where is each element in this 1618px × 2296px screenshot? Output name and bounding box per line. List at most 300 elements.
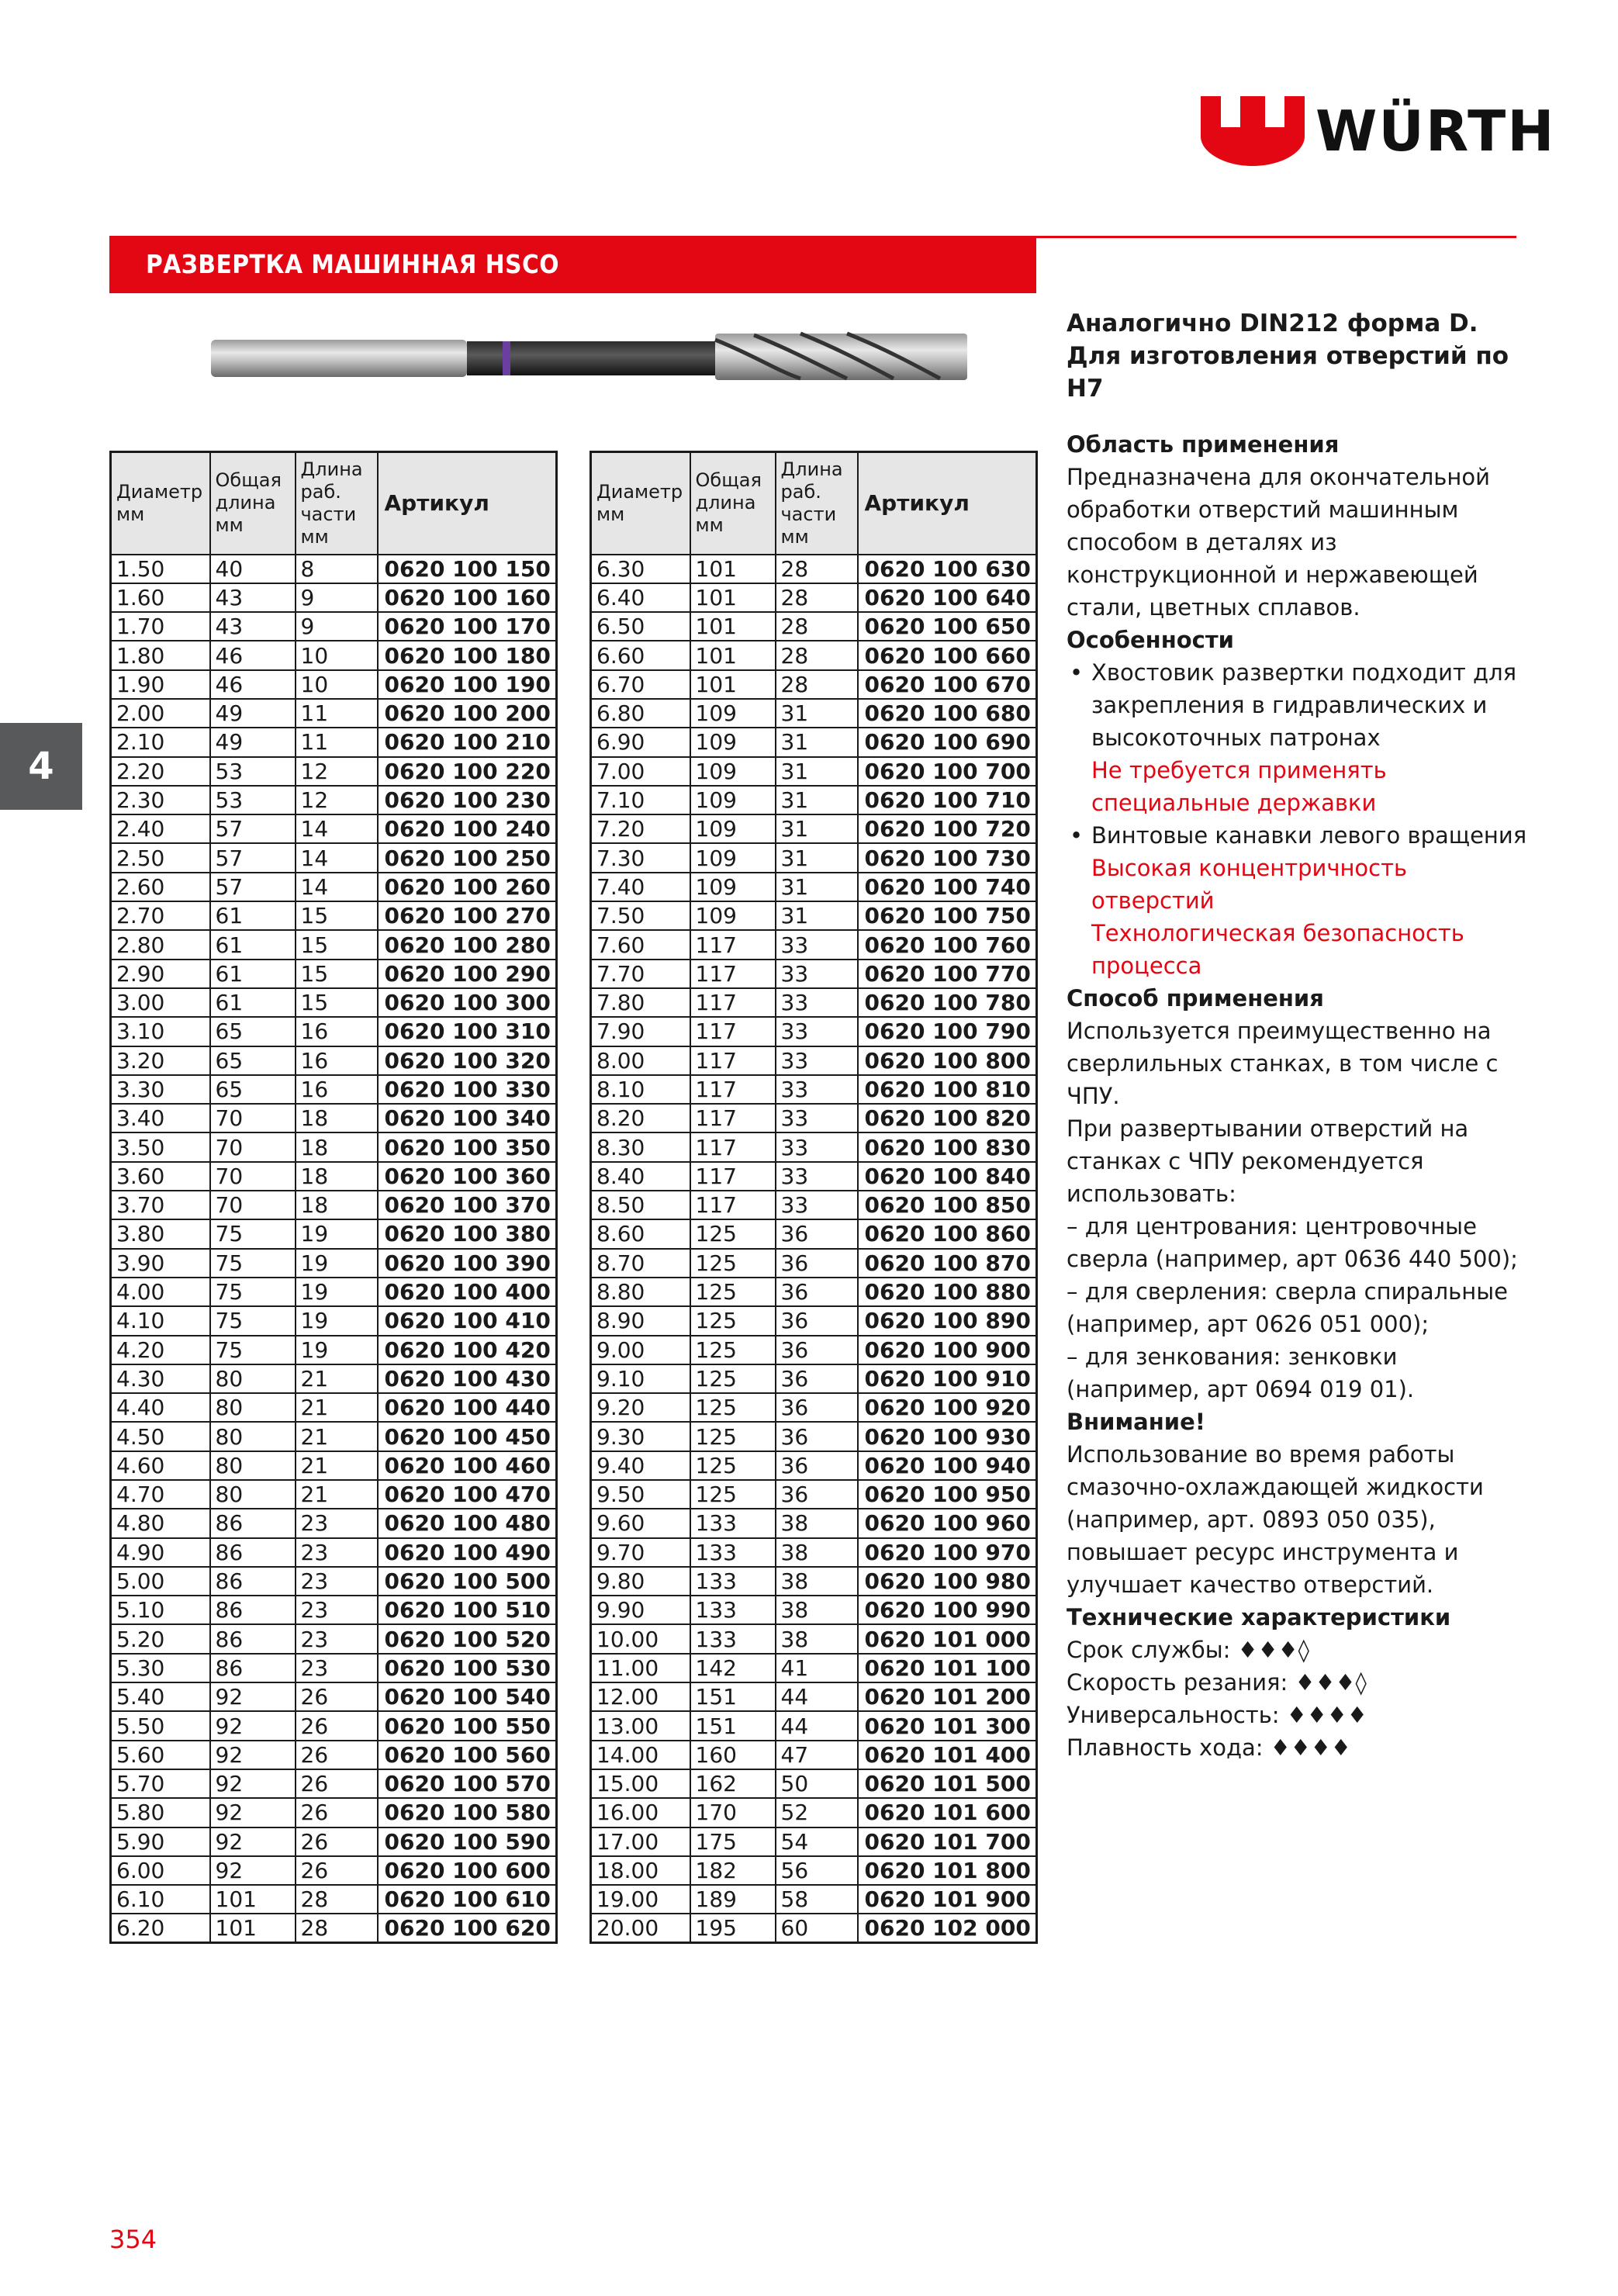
table-row [591,1509,1037,1537]
cell-work-length: 58 [776,1885,858,1914]
table-row [591,555,1037,583]
table-row [591,930,1037,959]
intro-text: Аналогично DIN212 форма D. Для изготовления отверстий по H7 [1067,309,1509,403]
cell-diameter: 2.90 [111,960,210,988]
table-row [111,1596,557,1624]
cell-article: 0620 100 230 [378,786,557,814]
table-row [111,1509,557,1537]
table-header-row [111,452,557,555]
cell-diameter: 8.50 [591,1191,690,1219]
cell-diameter: 1.80 [111,641,210,669]
cell-total-length: 117 [690,930,776,959]
cell-work-length: 54 [776,1827,858,1856]
table-row [111,1336,557,1364]
cell-article: 0620 100 660 [858,641,1037,669]
cell-article: 0620 101 300 [858,1711,1037,1740]
features-heading: Особенности [1067,627,1234,653]
table-row [111,1278,557,1306]
cell-diameter: 2.00 [111,699,210,728]
cell-work-length: 19 [296,1306,378,1335]
table-row [591,1567,1037,1596]
cell-total-length: 125 [690,1306,776,1335]
cell-article: 0620 100 560 [378,1741,557,1769]
cell-diameter: 6.90 [591,728,690,756]
cell-work-length: 21 [296,1451,378,1480]
cell-total-length: 80 [210,1480,296,1509]
table-row [111,1654,557,1682]
cell-work-length: 38 [776,1509,858,1537]
cell-work-length: 10 [296,641,378,669]
cell-work-length: 26 [296,1856,378,1885]
cell-diameter: 9.40 [591,1451,690,1480]
cell-total-length: 101 [210,1885,296,1914]
tech-heading: Технические характеристики [1067,1604,1451,1630]
table-row [111,1162,557,1191]
cell-diameter: 3.40 [111,1104,210,1132]
cell-diameter: 7.20 [591,814,690,843]
cell-total-length: 160 [690,1741,776,1769]
table-row [111,786,557,814]
cell-work-length: 23 [296,1538,378,1567]
cell-total-length: 61 [210,988,296,1017]
cell-diameter: 4.00 [111,1278,210,1306]
cell-article: 0620 100 610 [378,1885,557,1914]
header-diameter: Диаметр мм [111,452,210,555]
cell-total-length: 125 [690,1278,776,1306]
cell-diameter: 8.10 [591,1075,690,1104]
feature-highlight: Технологическая безопасность процесса [1091,920,1464,979]
cell-total-length: 46 [210,670,296,699]
cell-work-length: 21 [296,1364,378,1393]
cell-work-length: 33 [776,1104,858,1132]
cell-total-length: 61 [210,960,296,988]
cell-diameter: 1.70 [111,612,210,641]
cell-article: 0620 102 000 [858,1914,1037,1942]
table-row [591,1132,1037,1161]
cell-total-length: 70 [210,1132,296,1161]
cell-total-length: 49 [210,699,296,728]
cell-diameter: 7.10 [591,786,690,814]
cell-article: 0620 100 970 [858,1538,1037,1567]
table-row [591,612,1037,641]
cell-work-length: 36 [776,1336,858,1364]
table-row [111,612,557,641]
cell-article: 0620 100 990 [858,1596,1037,1624]
cell-total-length: 142 [690,1654,776,1682]
cell-total-length: 125 [690,1393,776,1422]
cell-diameter: 2.80 [111,930,210,959]
cell-diameter: 3.90 [111,1249,210,1278]
cell-diameter: 8.30 [591,1132,690,1161]
cell-article: 0620 100 950 [858,1480,1037,1509]
cell-article: 0620 100 190 [378,670,557,699]
cell-work-length: 26 [296,1741,378,1769]
table-body-left [111,555,557,1943]
cell-diameter: 6.80 [591,699,690,728]
cell-diameter: 4.10 [111,1306,210,1335]
cell-total-length: 70 [210,1104,296,1132]
wurth-logo [1201,96,1555,166]
cell-article: 0620 100 790 [858,1017,1037,1046]
table-row [111,1567,557,1596]
cell-article: 0620 100 880 [858,1278,1037,1306]
cell-work-length: 14 [296,843,378,872]
header-article: Артикул [858,452,1037,555]
cell-diameter: 6.30 [591,555,690,583]
cell-diameter: 7.40 [591,873,690,901]
cell-article: 0620 100 200 [378,699,557,728]
table-row [591,1711,1037,1740]
description-column [1067,307,1532,1764]
cell-total-length: 46 [210,641,296,669]
cell-work-length: 33 [776,1046,858,1075]
cell-article: 0620 100 920 [858,1393,1037,1422]
cell-work-length: 23 [296,1596,378,1624]
table-row [591,1104,1037,1132]
cell-total-length: 125 [690,1219,776,1248]
cell-diameter: 5.80 [111,1798,210,1827]
table-row [591,1769,1037,1798]
table-row [111,873,557,901]
cell-diameter: 8.00 [591,1046,690,1075]
cell-work-length: 18 [296,1162,378,1191]
cell-work-length: 38 [776,1596,858,1624]
cell-diameter: 2.60 [111,873,210,901]
cell-diameter: 4.20 [111,1336,210,1364]
cell-article: 0620 100 350 [378,1132,557,1161]
cell-article: 0620 100 490 [378,1538,557,1567]
cell-work-length: 38 [776,1624,858,1653]
cell-total-length: 65 [210,1046,296,1075]
cell-work-length: 26 [296,1827,378,1856]
cell-work-length: 36 [776,1278,858,1306]
cell-work-length: 16 [296,1017,378,1046]
cell-article: 0620 100 600 [378,1856,557,1885]
cell-work-length: 26 [296,1798,378,1827]
cell-work-length: 31 [776,814,858,843]
cell-total-length: 109 [690,901,776,930]
cell-article: 0620 100 440 [378,1393,557,1422]
cell-work-length: 26 [296,1769,378,1798]
cell-total-length: 61 [210,901,296,930]
cell-article: 0620 100 410 [378,1306,557,1335]
cell-work-length: 18 [296,1104,378,1132]
cell-article: 0620 100 210 [378,728,557,756]
table-row [111,1132,557,1161]
cell-work-length: 18 [296,1191,378,1219]
table-row [111,1393,557,1422]
cell-work-length: 23 [296,1509,378,1537]
cell-total-length: 92 [210,1856,296,1885]
cell-work-length: 31 [776,786,858,814]
area-text: Предназначена для окончательной обработки отверстий машинным способом в деталях из конструкционной и нержавеющей стали, цветных сплавов. [1067,464,1490,621]
cell-diameter: 6.70 [591,670,690,699]
table-row [591,901,1037,930]
cell-diameter: 4.40 [111,1393,210,1422]
cell-total-length: 70 [210,1191,296,1219]
cell-total-length: 109 [690,873,776,901]
cell-work-length: 56 [776,1856,858,1885]
cell-work-length: 11 [296,728,378,756]
cell-work-length: 11 [296,699,378,728]
cell-total-length: 43 [210,612,296,641]
cell-work-length: 28 [776,612,858,641]
table-row [591,1336,1037,1364]
cell-diameter: 1.50 [111,555,210,583]
cell-diameter: 2.20 [111,757,210,786]
cell-total-length: 195 [690,1914,776,1942]
cell-work-length: 15 [296,930,378,959]
cell-total-length: 92 [210,1682,296,1711]
cell-work-length: 28 [776,555,858,583]
cell-diameter: 10.00 [591,1624,690,1653]
table-body-right [591,555,1037,1943]
cell-work-length: 36 [776,1451,858,1480]
cell-total-length: 92 [210,1711,296,1740]
cell-total-length: 117 [690,1132,776,1161]
cell-work-length: 19 [296,1336,378,1364]
cell-total-length: 92 [210,1769,296,1798]
cell-total-length: 86 [210,1509,296,1537]
cell-work-length: 36 [776,1393,858,1422]
cell-work-length: 52 [776,1798,858,1827]
table-row [111,1538,557,1567]
cell-total-length: 65 [210,1075,296,1104]
cell-article: 0620 100 620 [378,1914,557,1942]
table-row [591,1798,1037,1827]
cell-work-length: 33 [776,1017,858,1046]
cell-diameter: 5.30 [111,1654,210,1682]
table-row [591,1219,1037,1248]
table-row [591,1538,1037,1567]
cell-article: 0620 100 670 [858,670,1037,699]
cell-work-length: 14 [296,873,378,901]
cell-total-length: 133 [690,1509,776,1537]
chapter-tab[interactable]: 4 [0,723,82,810]
table-row [591,670,1037,699]
cell-work-length: 28 [776,670,858,699]
table-row [111,1682,557,1711]
cell-diameter: 7.90 [591,1017,690,1046]
cell-diameter: 4.30 [111,1364,210,1393]
cell-article: 0620 100 250 [378,843,557,872]
cell-article: 0620 100 330 [378,1075,557,1104]
cell-total-length: 170 [690,1798,776,1827]
cell-work-length: 9 [296,612,378,641]
cell-total-length: 80 [210,1393,296,1422]
cell-diameter: 1.60 [111,583,210,612]
cell-diameter: 13.00 [591,1711,690,1740]
cell-total-length: 133 [690,1596,776,1624]
cell-total-length: 86 [210,1596,296,1624]
cell-work-length: 33 [776,930,858,959]
cell-work-length: 36 [776,1422,858,1451]
cell-total-length: 109 [690,728,776,756]
cell-diameter: 7.60 [591,930,690,959]
table-row [111,555,557,583]
cell-diameter: 9.50 [591,1480,690,1509]
table-row [591,699,1037,728]
cell-article: 0620 100 380 [378,1219,557,1248]
cell-diameter: 5.20 [111,1624,210,1653]
cell-article: 0620 100 590 [378,1827,557,1856]
cell-work-length: 10 [296,670,378,699]
cell-diameter: 8.80 [591,1278,690,1306]
table-row [591,1393,1037,1422]
table-row [111,728,557,756]
cell-work-length: 8 [296,555,378,583]
cell-total-length: 125 [690,1480,776,1509]
cell-article: 0620 100 260 [378,873,557,901]
cell-diameter: 5.50 [111,1711,210,1740]
cell-work-length: 19 [296,1219,378,1248]
cell-article: 0620 101 400 [858,1741,1037,1769]
cell-diameter: 9.60 [591,1509,690,1537]
cell-diameter: 20.00 [591,1914,690,1942]
cell-article: 0620 100 910 [858,1364,1037,1393]
table-row [591,641,1037,669]
cell-article: 0620 100 220 [378,757,557,786]
cell-work-length: 60 [776,1914,858,1942]
table-row [591,1654,1037,1682]
cell-article: 0620 100 290 [378,960,557,988]
cell-article: 0620 100 460 [378,1451,557,1480]
table-row [111,1249,557,1278]
cell-total-length: 101 [690,641,776,669]
cell-article: 0620 100 320 [378,1046,557,1075]
cell-total-length: 70 [210,1162,296,1191]
cell-diameter: 12.00 [591,1682,690,1711]
cell-diameter: 3.80 [111,1219,210,1248]
cell-article: 0620 100 890 [858,1306,1037,1335]
cell-article: 0620 100 300 [378,988,557,1017]
cell-work-length: 33 [776,960,858,988]
header-total-length: Общая длина мм [690,452,776,555]
cell-total-length: 109 [690,757,776,786]
cell-article: 0620 101 800 [858,1856,1037,1885]
table-row [591,786,1037,814]
cell-work-length: 9 [296,583,378,612]
brand-name: WÜRTH [1315,99,1556,164]
cell-work-length: 16 [296,1075,378,1104]
cell-total-length: 53 [210,757,296,786]
cell-article: 0620 101 500 [858,1769,1037,1798]
cell-work-length: 38 [776,1567,858,1596]
cell-diameter: 2.30 [111,786,210,814]
cell-article: 0620 100 980 [858,1567,1037,1596]
cell-article: 0620 101 900 [858,1885,1037,1914]
cell-work-length: 21 [296,1422,378,1451]
cell-article: 0620 100 340 [378,1104,557,1132]
table-row [111,1104,557,1132]
cell-article: 0620 100 780 [858,988,1037,1017]
table-row [591,1075,1037,1104]
cell-work-length: 21 [296,1393,378,1422]
table-row [111,1046,557,1075]
feature-item: • Винтовые канавки левого вращения [1067,819,1532,852]
table-row [111,1075,557,1104]
cell-work-length: 19 [296,1249,378,1278]
cell-total-length: 133 [690,1538,776,1567]
table-row [111,1017,557,1046]
page-number: 354 [109,2225,157,2254]
table-row [111,1741,557,1769]
table-row [591,1856,1037,1885]
method-text: При развертывании отверстий на станках с ЧПУ рекомендуется использовать: [1067,1115,1469,1207]
cell-work-length: 31 [776,728,858,756]
cell-total-length: 151 [690,1682,776,1711]
cell-diameter: 15.00 [591,1769,690,1798]
cell-article: 0620 100 310 [378,1017,557,1046]
cell-diameter: 5.40 [111,1682,210,1711]
table-row [591,1306,1037,1335]
cell-work-length: 41 [776,1654,858,1682]
cell-work-length: 16 [296,1046,378,1075]
cell-total-length: 49 [210,728,296,756]
table-row [111,757,557,786]
cell-total-length: 175 [690,1827,776,1856]
cell-article: 0620 100 630 [858,555,1037,583]
table-row [591,1480,1037,1509]
cell-diameter: 7.70 [591,960,690,988]
cell-diameter: 9.00 [591,1336,690,1364]
cell-article: 0620 100 770 [858,960,1037,988]
cell-diameter: 8.90 [591,1306,690,1335]
cell-work-length: 15 [296,960,378,988]
cell-diameter: 6.00 [111,1856,210,1885]
cell-total-length: 117 [690,1075,776,1104]
method-text: Используется преимущественно на сверлильных станках, в том числе с ЧПУ. [1067,1018,1499,1109]
feature-highlight: Не требуется применять специальные державки [1091,757,1387,816]
table-row [591,1741,1037,1769]
cell-work-length: 33 [776,988,858,1017]
table-row [591,1278,1037,1306]
cell-diameter: 9.70 [591,1538,690,1567]
cell-diameter: 4.80 [111,1509,210,1537]
cell-article: 0620 100 750 [858,901,1037,930]
cell-article: 0620 100 850 [858,1191,1037,1219]
cell-total-length: 92 [210,1827,296,1856]
reamer-image [211,324,967,386]
table-row [591,1624,1037,1653]
cell-diameter: 6.40 [591,583,690,612]
cell-article: 0620 100 510 [378,1596,557,1624]
cell-diameter: 2.40 [111,814,210,843]
cell-article: 0620 100 530 [378,1654,557,1682]
cell-work-length: 31 [776,699,858,728]
cell-work-length: 28 [776,641,858,669]
cell-diameter: 4.50 [111,1422,210,1451]
cell-diameter: 2.70 [111,901,210,930]
table-row [111,1856,557,1885]
cell-article: 0620 100 640 [858,583,1037,612]
table-row [591,1827,1037,1856]
cell-work-length: 47 [776,1741,858,1769]
cell-diameter: 9.90 [591,1596,690,1624]
table-row [591,843,1037,872]
table-row [591,728,1037,756]
cell-work-length: 12 [296,757,378,786]
method-item: – для центрования: центровочные сверла (например, арт 0636 440 500); [1067,1213,1518,1272]
cell-diameter: 9.20 [591,1393,690,1422]
cell-diameter: 9.80 [591,1567,690,1596]
attention-text: Использование во время работы смазочно-охлаждающей жидкости (например, арт. 0893 050 035), повышает ресурс инструмента и улучшает качество отверстий. [1067,1441,1484,1598]
cell-diameter: 3.00 [111,988,210,1017]
table-row [111,901,557,930]
cell-article: 0620 100 810 [858,1075,1037,1104]
table-row [111,960,557,988]
cell-article: 0620 100 940 [858,1451,1037,1480]
